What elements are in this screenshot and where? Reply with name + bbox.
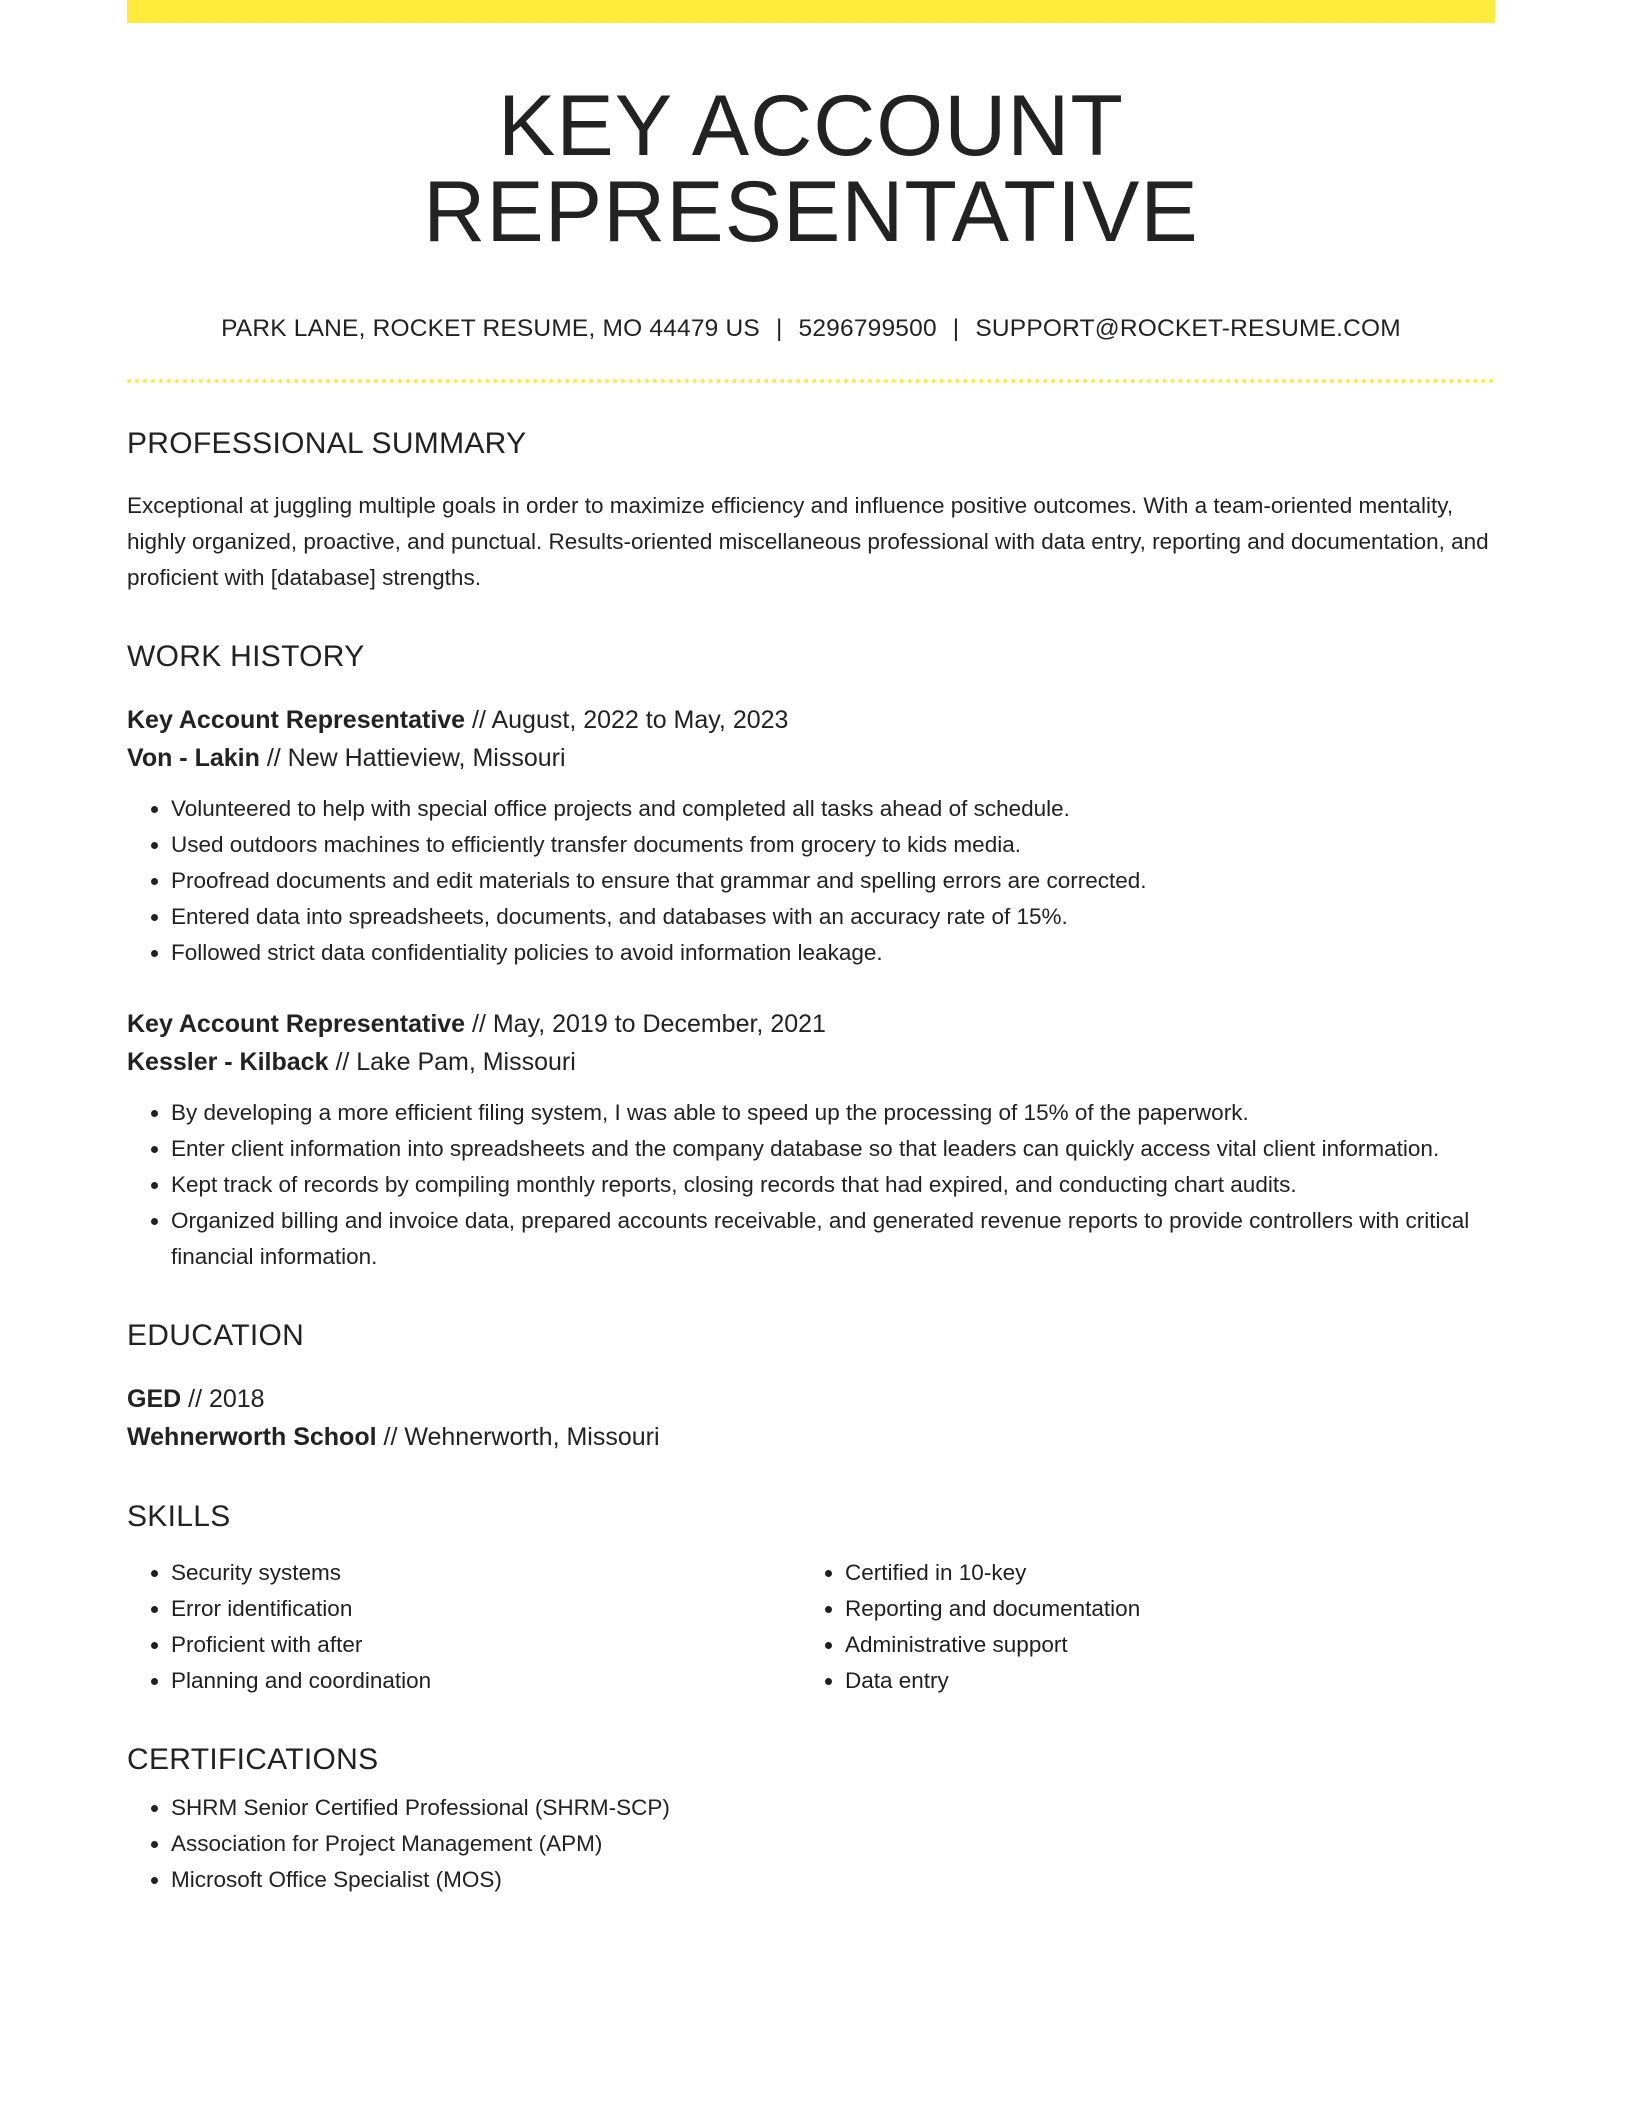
job-bullets: [127, 791, 1495, 971]
section-title-education: EDUCATION: [127, 1319, 305, 1352]
contact-line: [127, 315, 1495, 343]
skills-list-right: [801, 1555, 1475, 1699]
list-item: • Certified in 10-key: [845, 1555, 1475, 1591]
list-item: • Administrative support: [845, 1627, 1475, 1663]
job-bullets: [127, 1095, 1495, 1275]
dotted-divider: [127, 379, 1495, 383]
job-dates: // May, 2019 to December, 2021: [465, 1010, 826, 1038]
education-entry: [127, 1380, 1495, 1456]
job-company-line: [127, 1043, 1495, 1081]
job-role-line: [127, 1005, 1495, 1043]
list-item: • Planning and coordination: [171, 1663, 801, 1699]
list-item: • Followed strict data confidentiality policies to avoid information leakage.: [171, 935, 1495, 971]
list-item: • Entered data into spreadsheets, documents, and databases with an accuracy rate of 15%.: [171, 899, 1495, 935]
separator: |: [775, 315, 783, 342]
degree-line: [127, 1380, 1495, 1418]
list-item: • Microsoft Office Specialist (MOS): [171, 1862, 1495, 1898]
skills-grid: [127, 1555, 1495, 1699]
job-dates: // August, 2022 to May, 2023: [465, 706, 789, 734]
school: Wehnerworth School: [127, 1423, 377, 1451]
list-item: • Proficient with after: [171, 1627, 801, 1663]
section-title-summary: PROFESSIONAL SUMMARY: [127, 427, 527, 460]
list-item: • Enter client information into spreadsheets and the company database so that leaders can quickly access vital client information.: [171, 1131, 1495, 1167]
email: SUPPORT@ROCKET-RESUME.COM: [975, 315, 1401, 342]
list-item: • Error identification: [171, 1591, 801, 1627]
resume-title: KEY ACCOUNT REPRESENTATIVE: [423, 78, 1199, 260]
list-item: • Data entry: [845, 1663, 1475, 1699]
list-item: • Reporting and documentation: [845, 1591, 1475, 1627]
phone: 5296799500: [798, 315, 937, 342]
job-entry: [127, 701, 1495, 971]
summary-text: Exceptional at juggling multiple goals in order to maximize efficiency and influence positive outcomes. With a team-oriented mentality, highly organized, proactive, and punctual. Results-oriented miscellaneous professional with data entry, reporting and documentation, and proficient with [database] strengths.: [127, 493, 1489, 590]
resume-page: [127, 0, 1495, 1898]
section-title-work-history: WORK HISTORY: [127, 640, 365, 673]
section-title-skills: SKILLS: [127, 1500, 231, 1533]
school-location: // Wehnerworth, Missouri: [376, 1423, 660, 1451]
job-company: Kessler - Kilback: [127, 1048, 329, 1076]
job-entry: [127, 1005, 1495, 1275]
list-item: • Volunteered to help with special office projects and completed all tasks ahead of schedule.: [171, 791, 1495, 827]
job-location: // New Hattieview, Missouri: [259, 744, 566, 772]
job-role: Key Account Representative: [127, 706, 466, 734]
school-line: [127, 1418, 1495, 1456]
address: PARK LANE, ROCKET RESUME, MO 44479 US: [221, 315, 760, 342]
list-item: • Kept track of records by compiling monthly reports, closing records that had expired, and conducting chart audits.: [171, 1167, 1495, 1203]
degree-year: // 2018: [181, 1385, 265, 1413]
list-item: • By developing a more efficient filing system, I was able to speed up the processing of 15% of the paperwork.: [171, 1095, 1495, 1131]
job-company-line: [127, 739, 1495, 777]
job-company: Von - Lakin: [127, 744, 260, 772]
section-title-certifications: CERTIFICATIONS: [127, 1743, 379, 1776]
certifications-list: [127, 1790, 1495, 1898]
job-location: // Lake Pam, Missouri: [328, 1048, 576, 1076]
skills-list-left: [127, 1555, 801, 1699]
list-item: • Security systems: [171, 1555, 801, 1591]
list-item: • Organized billing and invoice data, prepared accounts receivable, and generated revenue reports to provide controllers with critical financial information.: [171, 1203, 1495, 1275]
list-item: • Association for Project Management (APM): [171, 1826, 1495, 1862]
degree: GED: [127, 1385, 182, 1413]
list-item: • Used outdoors machines to efficiently transfer documents from grocery to kids media.: [171, 827, 1495, 863]
separator: |: [952, 315, 960, 342]
list-item: • Proofread documents and edit materials to ensure that grammar and spelling errors are corrected.: [171, 863, 1495, 899]
job-role: Key Account Representative: [127, 1010, 466, 1038]
accent-bar: [127, 0, 1495, 23]
job-role-line: [127, 701, 1495, 739]
list-item: • SHRM Senior Certified Professional (SHRM-SCP): [171, 1790, 1495, 1826]
